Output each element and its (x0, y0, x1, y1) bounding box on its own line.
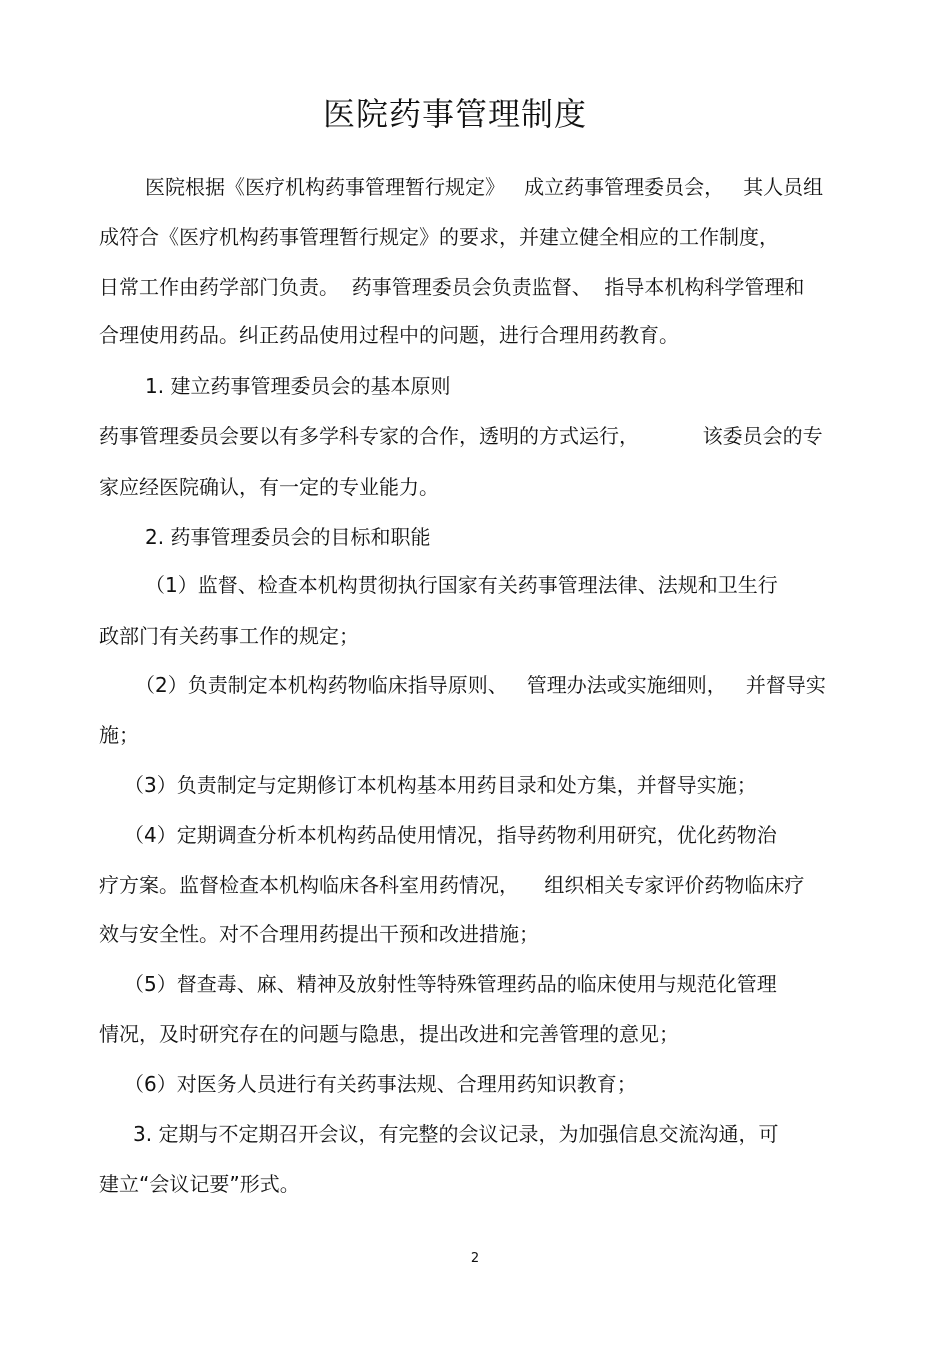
body-line-4: 合理使用药品。纠正药品使用过程中的问题，进行合理用药教育。 (99, 323, 679, 347)
body-line-7: 家应经医院确认，有一定的专业能力。 (99, 475, 439, 499)
section-heading-2: 2. 药事管理委员会的目标和职能 (145, 525, 431, 549)
body-line-13: （3）负责制定与定期修订本机构基本用药目录和处方集，并督导实施； (124, 773, 757, 797)
body-line-10: 政部门有关药事工作的规定； (99, 624, 359, 648)
body-line-2: 成符合《医疗机构药事管理暂行规定》的要求，并建立健全相应的工作制度， (99, 225, 779, 249)
body-line-15: 疗方案。监督检查本机构临床各科室用药情况， 组织相关专家评价药物临床疗 (99, 873, 805, 897)
body-line-3: 日常工作由药学部门负责。 药事管理委员会负责监督、 指导本机构科学管理和 (99, 275, 805, 299)
section-heading-3: 3. 定期与不定期召开会议，有完整的会议记录，为加强信息交流沟通，可 (133, 1122, 779, 1146)
body-line-17: （5）督查毒、麻、精神及放射性等特殊管理药品的临床使用与规范化管理 (124, 972, 777, 996)
body-line-11: （2）负责制定本机构药物临床指导原则、 管理办法或实施细则， 并督导实 (135, 673, 826, 697)
page-number: 2 (470, 1251, 480, 1266)
body-line-6: 药事管理委员会要以有多学科专家的合作，透明的方式运行， 该委员会的专 (99, 424, 823, 448)
body-line-16: 效与安全性。对不合理用药提出干预和改进措施； (99, 922, 539, 946)
body-line-21: 建立“会议记要”形式。 (99, 1172, 300, 1196)
body-line-14: （4）定期调查分析本机构药品使用情况，指导药物利用研究，优化药物治 (124, 823, 777, 847)
document-title: 医院药事管理制度 (322, 95, 587, 133)
body-line-19: （6）对医务人员进行有关药事法规、合理用药知识教育； (124, 1072, 637, 1096)
body-line-18: 情况，及时研究存在的问题与隐患，提出改进和完善管理的意见； (99, 1022, 679, 1046)
section-heading-1: 1. 建立药事管理委员会的基本原则 (145, 374, 451, 398)
body-line-9: （1）监督、检查本机构贯彻执行国家有关药事管理法律、法规和卫生行 (145, 573, 778, 597)
body-line-12: 施； (99, 723, 139, 747)
body-line-1: 医院根据《医疗机构药事管理暂行规定》 成立药事管理委员会， 其人员组 (145, 175, 824, 199)
